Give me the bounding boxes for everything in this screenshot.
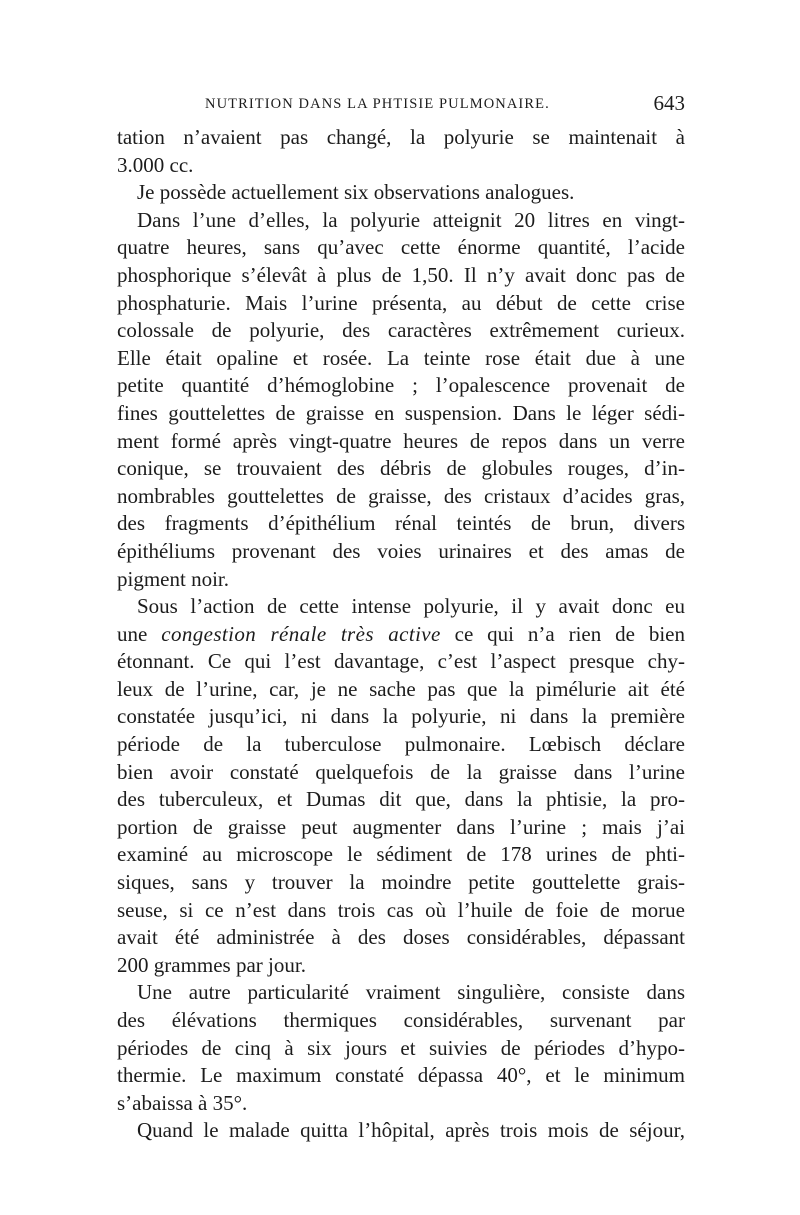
text-line: leux de l’urine, car, je ne sache pas que la pimélurie ait été — [117, 676, 685, 701]
text-line: quatre heures, sans qu’avec cette énorme quantité, l’acide — [117, 235, 685, 260]
running-title: NUTRITION DANS LA PHTISIE PULMONAIRE. — [205, 96, 550, 112]
text-line: conique, se trouvaient des débris de globules rouges, d’in- — [117, 456, 685, 481]
text-line: Une autre particularité vraiment singulière, consiste dans — [137, 980, 685, 1005]
text-line: tation n’avaient pas changé, la polyurie se maintenait à — [117, 125, 685, 149]
text-line: nombrables gouttelettes de graisse, des cristaux d’acides gras, — [117, 483, 685, 508]
text-line: période de la tuberculose pulmonaire. Lœbisch déclare — [117, 732, 685, 757]
text-line: seuse, si ce n’est dans trois cas où l’huile de foie de morue — [117, 897, 685, 922]
page-number: 643 — [653, 91, 685, 115]
text-line: phosphorique s’élevât à plus de 1,50. Il n’y avait donc pas de — [117, 262, 685, 287]
text-line: Elle était opaline et rosée. La teinte rose était due à une — [117, 345, 685, 370]
text-line: colossale de polyurie, des caractères extrêmement curieux. — [117, 318, 685, 343]
text-line: étonnant. Ce qui l’est davantage, c’est l’aspect presque chy- — [117, 649, 685, 674]
text-line: avait été administrée à des doses considérables, dépassant — [117, 925, 685, 950]
text-line: ment formé après vingt-quatre heures de repos dans un verre — [117, 428, 685, 453]
text-line: épithéliums provenant des voies urinaires et des amas de — [117, 538, 685, 563]
page-header — [117, 91, 685, 118]
text-line: Je possède actuellement six observations analogues. — [137, 180, 575, 205]
text-line: Quand le malade quitta l’hôpital, après trois mois de séjour, — [137, 1118, 685, 1143]
italic-phrase: congestion rénale très active — [161, 621, 441, 646]
text-line: phosphaturie. Mais l’urine présenta, au début de cette crise — [117, 290, 685, 315]
text-line: Dans l’une d’elles, la polyurie atteignit 20 litres en vingt- — [137, 207, 685, 232]
text-line: 3.000 cc. — [117, 152, 194, 177]
text-line: constatée jusqu’ici, ni dans la polyurie, ni dans la première — [117, 704, 685, 729]
text-line: des fragments d’épithélium rénal teintés de brun, divers — [117, 511, 685, 536]
body-text — [117, 124, 685, 1145]
text-line: s’abaissa à 35°. — [117, 1090, 248, 1115]
text-line: une congestion rénale très active ce qui n’a rien de bien — [117, 621, 685, 646]
text-line: fines gouttelettes de graisse en suspension. Dans le léger sédi- — [117, 400, 685, 425]
text-line: périodes de cinq à six jours et suivies de périodes d’hypo- — [117, 1035, 685, 1060]
text-line: thermie. Le maximum constaté dépassa 40°, et le minimum — [117, 1063, 685, 1088]
text-line: des élévations thermiques considérables, survenant par — [117, 1008, 685, 1032]
text-line: Sous l’action de cette intense polyurie, il y avait donc eu — [137, 594, 685, 619]
text-line: petite quantité d’hémoglobine ; l’opalescence provenait de — [117, 373, 685, 398]
text-line: portion de graisse peut augmenter dans l’urine ; mais j’ai — [117, 814, 685, 839]
text-line: 200 grammes par jour. — [117, 952, 306, 977]
text-line: pigment noir. — [117, 566, 229, 591]
text-line: des tuberculeux, et Dumas dit que, dans la phtisie, la pro- — [117, 787, 685, 812]
text-line: bien avoir constaté quelquefois de la graisse dans l’urine — [117, 759, 685, 784]
text-line: examiné au microscope le sédiment de 178 urines de phti- — [117, 842, 685, 867]
text-line: siques, sans y trouver la moindre petite gouttelette grais- — [117, 870, 685, 895]
